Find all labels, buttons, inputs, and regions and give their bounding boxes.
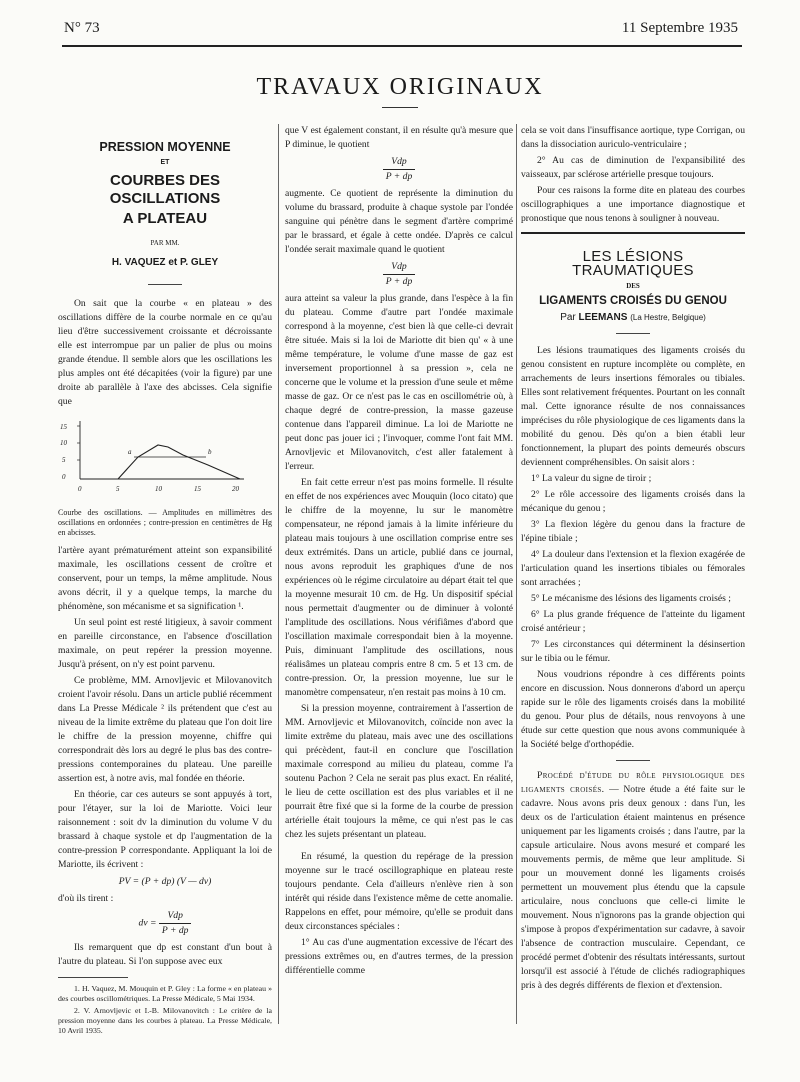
footnote: 2. V. Arnovljevic et I.-B. Milovanovitch : Le critère de la pression moyenne dans les courbes à plateau. La Presse Médicale, 10 Avril 1935. (58, 1006, 272, 1035)
article2-title: LES LÉSIONS TRAUMATIQUES (572, 248, 694, 279)
issue-number: N° 73 (64, 20, 100, 36)
fraction-numerator: Vdp (159, 909, 192, 924)
article1-paragraph: augmente. Ce quotient de représente la diminution du volume du brassard, produite à chaque systole par l'ondée sanguine qui pénètre dans le segment d'artère comprimé par le brassard, et égale à cette ondée. D'après ce calcul l'ondée serait maximale quand le quotient (285, 188, 513, 255)
section-rule (382, 107, 418, 108)
page-header (64, 20, 738, 40)
formula-quotient (285, 155, 513, 184)
article2-affiliation: (La Hestre, Belgique) (630, 313, 706, 322)
oscillation-curve-chart (58, 417, 272, 499)
y-tick-label: 0 (62, 473, 66, 481)
column-1 (58, 124, 272, 1038)
article1-paragraph: En fait cette erreur n'est pas moins formelle. Il résulte en effet de nos expériences avec Mouquin (loco citato) que le chiffre de la moyenne, lu sur le manomètre compensateur, ne répond jamais à la limite inférieure du plateau mais toujours à une oscillation comprise entre ses deux extrémités. Dans un article, publié dans ce journal, nous avons reproduit les graphiques d'une de nos expériences où le régime circulatoire au départ était tel que la moyenne mesurait 10 cm. de Hg. Un dispositif spécial nous permettait d'augmenter ou de diminuer à volonté l'amplitude des oscillations. Nous vérifiâmes d'abord que l'oscillation maximale correspondait bien à la moyenne. Puis, diminuant l'amplitude des oscillations, nous réalisâmes un plateau compris entre 8 cm. 5 et 13 cm. de contre-pression. Or, la pression moyenne, lue sur le manomètre compensateur, n'en restait pas moins à 10 cm. (285, 477, 513, 698)
column-divider (278, 124, 279, 1024)
formula-dv (58, 909, 272, 938)
article1-paragraph: Un seul point est resté litigieux, à savoir comment en pareille circonstance, en l'absence d'oscillation maximale, on peut repérer la pression moyenne. Jusqu'à présent, on n'y est point parvenu. (58, 617, 272, 670)
y-tick-label: 10 (60, 439, 67, 447)
issue-date: 11 Septembre 1935 (621, 20, 738, 36)
procedure-heading: Procédé d'étude du rôle physiologique des ligaments croisés. (521, 770, 745, 795)
x-tick-label: 15 (194, 485, 201, 493)
fraction-numerator: Vdp (383, 260, 416, 275)
curve-label-a: a (128, 448, 132, 456)
article2-title-rule (616, 333, 650, 334)
list-item: 5° Le mécanisme des lésions des ligaments croisés ; (531, 593, 731, 604)
article1-title-et: ET (160, 159, 170, 166)
oscillation-figure (58, 417, 272, 504)
formula-mariotte: PV = (P + dp) (V — dv) (118, 876, 212, 887)
article1-authors: H. VAQUEZ et P. GLEY (111, 257, 219, 268)
formula-quotient (285, 260, 513, 289)
curve-label-b: b (208, 448, 212, 456)
column-divider (516, 124, 517, 1024)
footnote: 1. H. Vaquez, M. Mouquin et P. Gley : La forme « en plateau » des courbes oscillométriques. La Presse Médicale, 5 Mai 1934. (58, 984, 272, 1003)
article1-paragraph: d'où ils tirent : (58, 893, 114, 904)
fraction-denominator: P + dp (385, 171, 413, 182)
list-item: 2° Le rôle accessoire des ligaments croisés dans la mécanique du genou ; (521, 489, 745, 514)
fraction-numerator: Vdp (383, 155, 416, 170)
list-item: 4° La douleur dans l'extension et la flexion exagérée de l'articulation quand les insertions tibiales ou fémorales sont arrachées ; (521, 549, 745, 588)
article1-paragraph: l'artère ayant prématurément atteint son expansibilité maximale, les oscillations cessent de croître et conservent, pour un temps, la même amplitude. Nous avons décrit, il y a quelque temps, la marche du phénomène, son mécanisme et sa signification ¹. (58, 545, 272, 612)
article2-subtitle: LIGAMENTS CROISÉS DU GENOU (539, 295, 727, 307)
article1-paragraph: cela se voit dans l'insuffisance aortique, type Corrigan, ou dans la dissociation auriculo-ventriculaire ; (521, 125, 745, 150)
article1-paragraph: Si la pression moyenne, contrairement à l'assertion de MM. Arnovljevic et Milovanovitch, coïncide non avec la limite extrême du plateau, mais avec une des oscillations qui précèdent, faut-il en conclure que l'oscillation maximale correspond au milieu du plateau, comme l'a soutenu Pachon ? Cela ne serait pas plus exact. En réalité, le lieu de cette oscillation est des plus variables et il ne pourrait être fixé que si la forme de la courbe de pression artérielle était toujours la même, ce qui n'est pas le cas chez les sujets présentant un plateau. (285, 703, 513, 840)
article1-par: PAR MM. (150, 239, 180, 247)
list-item: 6° La plus grande fréquence de l'atteinte du ligament croisé antérieur ; (521, 609, 745, 634)
article2-paragraph (521, 769, 745, 993)
x-tick-label: 10 (155, 485, 162, 493)
article1-paragraph: Ils remarquent que dp est constant d'un bout à l'autre du plateau. Si l'on suppose avec eux (58, 942, 272, 967)
header-rule (62, 45, 742, 47)
article1-title-main-1: COURBES DES OSCILLATIONS (109, 172, 221, 207)
fraction (383, 260, 416, 289)
x-tick-label: 20 (232, 485, 239, 493)
list-item: 1° La valeur du signe de tiroir ; (531, 473, 652, 484)
article1-title-main-2: A PLATEAU (122, 210, 208, 227)
fraction (383, 155, 416, 184)
article1-title-top: PRESSION MOYENNE (99, 140, 231, 154)
fraction (159, 909, 192, 938)
figure-caption: Courbe des oscillations. — Amplitudes en millimètres des oscillations en ordonnées ; contre-pression en centimètres de Hg en abcisses. (58, 508, 272, 537)
article2-header (521, 232, 745, 325)
article1-paragraph: que V est également constant, il en résulte qu'à mesure que P diminue, le quotient (285, 125, 513, 150)
article1-paragraph: aura atteint sa valeur la plus grande, dans l'espèce à la fin du plateau. Comme d'autre part l'ondée maximale correspond à la moyenne, c'est bien là que celle-ci devrait être située. Mais si la loi de Mariotte dit bien qu' « à une même température, le volume d'une masse de gaz est inversement proportionnel à sa pression », cela ne concerne que le volume et la pression d'une seule et même masse de gaz. Or ce n'est pas le cas en oscillométrie où, à chaque degré de contre-pression, la masse gazeuse contenue dans l'appareil diminue. La loi de Mariotte ne peut donc pas jouer ici ; l'invoquer, comme l'ont fait MM. Arnovljevic et Milovanovitch, c'est aller fatalement à l'erreur. (285, 293, 513, 472)
article1-paragraph: 2° Au cas de diminution de l'expansibilité des vaisseaux, par sclérose artérielle presque toujours. (521, 155, 745, 180)
list-item: 7° Les circonstances qui déterminent la désinsertion sur le tibia ou le fémur. (521, 639, 745, 664)
fraction-denominator: P + dp (385, 276, 413, 287)
footnote-rule (58, 977, 128, 978)
column-3 (521, 124, 745, 995)
oscillation-curve (118, 445, 240, 479)
article1-paragraph: En théorie, car ces auteurs se sont appuyés à tort, pour l'étayer, sur la loi de Mariotte. Voici leur raisonnement : soit dv la diminution du volume V du brassard à chaque systole et dp l'augmentation de la contre-pression P correspondante. Appliquant la loi de Mariotte, ils écrivent : (58, 789, 272, 870)
section-title: TRAVAUX ORIGINAUX (256, 74, 544, 100)
procedure-text: — Notre étude a été faite sur le cadavre. Nous avons pris deux genoux : dans l'un, les deux os de l'articulation étaient maintenus en présence uniquement par les ligaments croisés ; dans l'autre, par la capsule articulaire. Nous avons mesuré et comparé les mouvements permis, de même que leur amplitude. Si pour un mouvement donné les ligaments croisés permettent un mouvement plus étendu que la capsule articulaire, nous concluons que celle-ci limite le mouvement. Nous n'ignorons pas la grande objection qui s'impose à propos d'expérimentation sur cadavre, à savoir l'absence de contraction musculaire. Cependant, ce procédé permet d'obtenir des résultats intéressants, surtout lorsqu'il est associé à l'étude de clichés radiographiques pris à des degrés différents de flexion et d'extension. (521, 784, 746, 991)
column-2 (285, 124, 513, 980)
fraction-denominator: P + dp (161, 925, 189, 936)
y-tick-label: 5 (62, 456, 66, 464)
article1-intro: On sait que la courbe « en plateau » des oscillations diffère de la courbe normale en ce qu'au lieu d'être successivement croissante et décroissante elle est interrompue par un palier de plus ou moins grande étendue. Il semble alors que les oscillations les plus amples ont été décapitées (voir la figure) par une droite ab parallèle à l'axe des abcisses. Cela signifie que (58, 298, 272, 407)
x-tick-label: 5 (116, 485, 120, 493)
article1-paragraph: Ce problème, MM. Arnovljevic et Milovanovitch croient l'avoir résolu. Dans un article publié récemment dans La Presse Médicale ² ils prétendent que c'est au niveau de la limite extrême du plateau que l'on doit lire le chiffre de la pression moyenne, chiffre qui correspondrait dès lors au degré le plus bas des contre-pressions contemporaines du plateau. Une pareille assertion est, à notre avis, mal fondée en théorie. (58, 675, 272, 784)
formula-lhs: dv = (138, 917, 157, 929)
y-tick-label: 15 (60, 423, 67, 431)
article2-author-line (521, 311, 745, 325)
article1-paragraph: 1° Au cas d'une augmentation excessive de l'écart des pressions extrêmes ou, en d'autres termes, de la pression différentielle comme (285, 937, 513, 976)
article1-paragraph: Pour ces raisons la forme dite en plateau des courbes oscillographiques a une importance diagnostique et pronostique que nous tenons à souligner à nouveau. (521, 185, 745, 224)
article2-author: LEEMANS (578, 312, 628, 323)
x-tick-label: 0 (78, 485, 82, 493)
author-prefix: Par (560, 312, 576, 323)
article2-list (521, 472, 745, 666)
list-item: 3° La flexion légère du genou dans la fracture de l'épine tibiale ; (521, 519, 745, 544)
article2-paragraph: Les lésions traumatiques des ligaments croisés du genou consistent en rupture incomplète ou complète, en arrachements de leurs insertions fémorales ou tibiales. Elles sont relativement fréquentes. Pourtant on les connaît mal. Cette ignorance résulte de nos connaissances imprécises du rôle physiologique de ces ligaments dans la mobilité du genou. Dès qu'on a bien établi leur fonctionnement, la plupart des points demeurés obscurs deviennent compréhensibles. On saisit alors : (521, 345, 745, 468)
article1-paragraph: En résumé, la question du repérage de la pression moyenne sur le tracé oscillographique en plateau reste toujours pendante. Cela d'ailleurs n'enlève rien à son intérêt qui réside dans l'existence même de cette anomalie. Rappelons en effet, pour mémoire, qu'elle se produit dans deux circonstances spéciales : (285, 851, 513, 932)
article2-section-rule (616, 760, 650, 761)
article1-title-rule (148, 284, 182, 285)
article2-title-des: DES (626, 282, 640, 290)
article2-paragraph: Nous voudrions répondre à ces différents points encore en discussion. Nous donnerons d'abord un aperçu rapide sur le rôle des ligaments croisés dans la mobilité du genou. Pour plus de détails, nous renvoyons à une étude sur cette question que nous avons communiquée à la Société belge d'orthopédie. (521, 669, 745, 750)
